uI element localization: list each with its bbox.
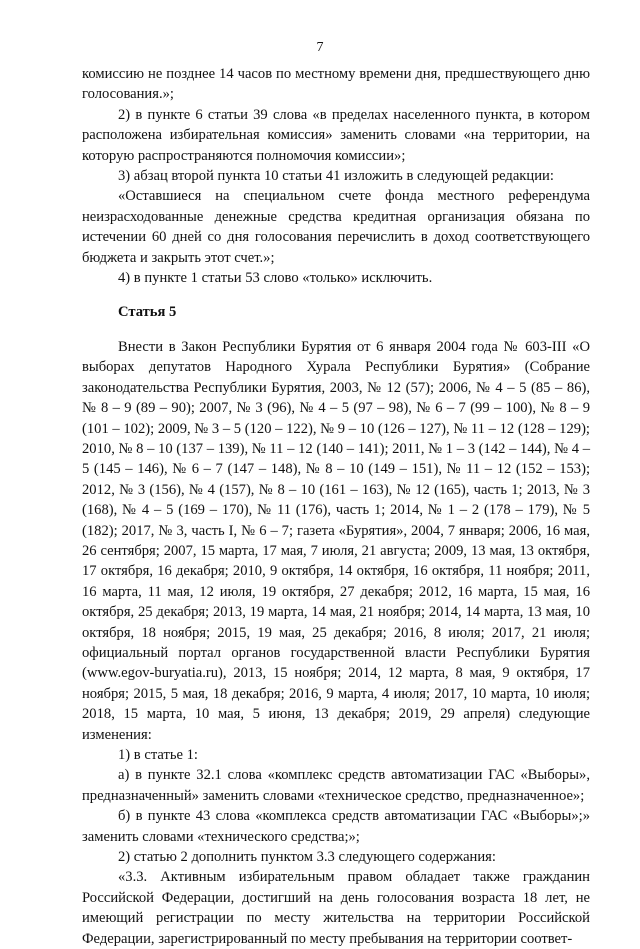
paragraph: «Оставшиеся на специальном счете фонда местного референдума неизрасходованные денежные средства кредитная организация обязана по истечении 60 дней со дня голосования перечислить в доход соответствующего бюджета и закрыть этот счет.»; (82, 188, 590, 266)
paragraph: «3.3. Активным избирательным правом обладает также гражданин Российской Федерации, достигший на день голосования возраста 18 лет, не имеющий регистрации по месту жительства на территории Российской Федерации, зарегистрированный по месту пребывания на территории соответ- (82, 869, 590, 947)
paragraph: 1) в статье 1: (118, 747, 198, 763)
paragraph: 2) в пункте 6 статьи 39 слова «в пределах населенного пункта, в котором расположена избирательная комиссия» заменить словами «на территории, на которую распространяются полномочия комиссии»; (82, 106, 590, 164)
paragraph: б) в пункте 43 слова «комплекса средств автоматизации ГАС «Выборы»;» заменить словами «технического средства;»; (82, 808, 590, 845)
paragraph: 3) абзац второй пункта 10 статьи 41 изложить в следующей редакции: (118, 168, 554, 185)
document-body (82, 64, 590, 949)
article-heading: Статья 5 (118, 304, 177, 321)
page-number: 7 (316, 40, 324, 55)
paragraph: комиссию не позднее 14 часов по местному времени дня, предшествующего дню голосования.»; (82, 66, 590, 103)
paragraph: 2) статью 2 дополнить пунктом 3.3 следующего содержания: (118, 849, 496, 866)
paragraph: 4) в пункте 1 статьи 53 слово «только» исключить. (118, 270, 433, 287)
paragraph: Внести в Закон Республики Бурятия от 6 января 2004 года № 603-III «О выборах депутатов Народного Хурала Республики Бурятия» (Собрание законодательства Республики Бурятия, 2003, № 12 (57); 2006, № 4 – 5 (85 – 86), № 8 – 9 (89 – 90); 2007, № 3 (96), № 4 – 5 (97 – 98), № 6 – 7 (99 – 100), № 8 – 9 (101 – 102); 2009, № 3 – 5 (120 – 122), № 9 – 10 (126 – 127), № 11 – 12 (128 – 129); 2010, № 8 – 10 (137 – 139), № 11 – 12 (140 – 141); 2011, № 1 – 3 (142 – 144), № 4 – 5 (145 – 146), № 6 – 7 (147 – 148), № 8 – 10 (149 – 151), № 11 – 12 (152 – 153); 2012, № 3 (156), № 4 (157), № 8 – 10 (161 – 163), № 12 (165), часть 1; 2013, № 3 (168), № 4 – 5 (169 – 170), № 11 (176), часть 1; 2014, № 1 – 2 (178 – 179), № 5 (182); 2017, № 3, часть I, № 6 – 7; газета «Бурятия», 2004, 7 января; 2006, 16 мая, 26 сентября; 2007, 15 марта, 17 мая, 7 июля, 21 августа; 2009, 13 мая, 13 октября, 17 октября, 16 декабря; 2010, 9 октября, 14 октября, 16 октября, 11 ноября; 2011, 16 марта, 11 мая, 12 июля, 19 октября, 27 декабря; 2012, 16 марта, 15 мая, 16 октября, 25 декабря; 2013, 19 марта, 14 мая, 21 ноября; 2014, 14 марта, 13 мая, 10 октября, 18 ноября; 2015, 19 мая, 25 декабря; 2016, 8 июля; 2017, 21 июля; официальный портал органов государственной власти Республики Бурятия (www.egov-buryatia.ru), 2013, 15 ноября; 2014, 12 марта, 8 мая, 9 октября, 17 ноября; 2015, 5 мая, 18 декабря; 2016, 9 марта, 4 июля; 2017, 10 марта, 10 июля; 2018, 15 марта, 10 мая, 5 июня, 13 декабря; 2019, 29 апреля) следующие изменения: (82, 338, 590, 743)
paragraph: а) в пункте 32.1 слова «комплекс средств автоматизации ГАС «Выборы», предназначенный» заменить словами «техническое средство, предназначенное»; (82, 767, 590, 804)
